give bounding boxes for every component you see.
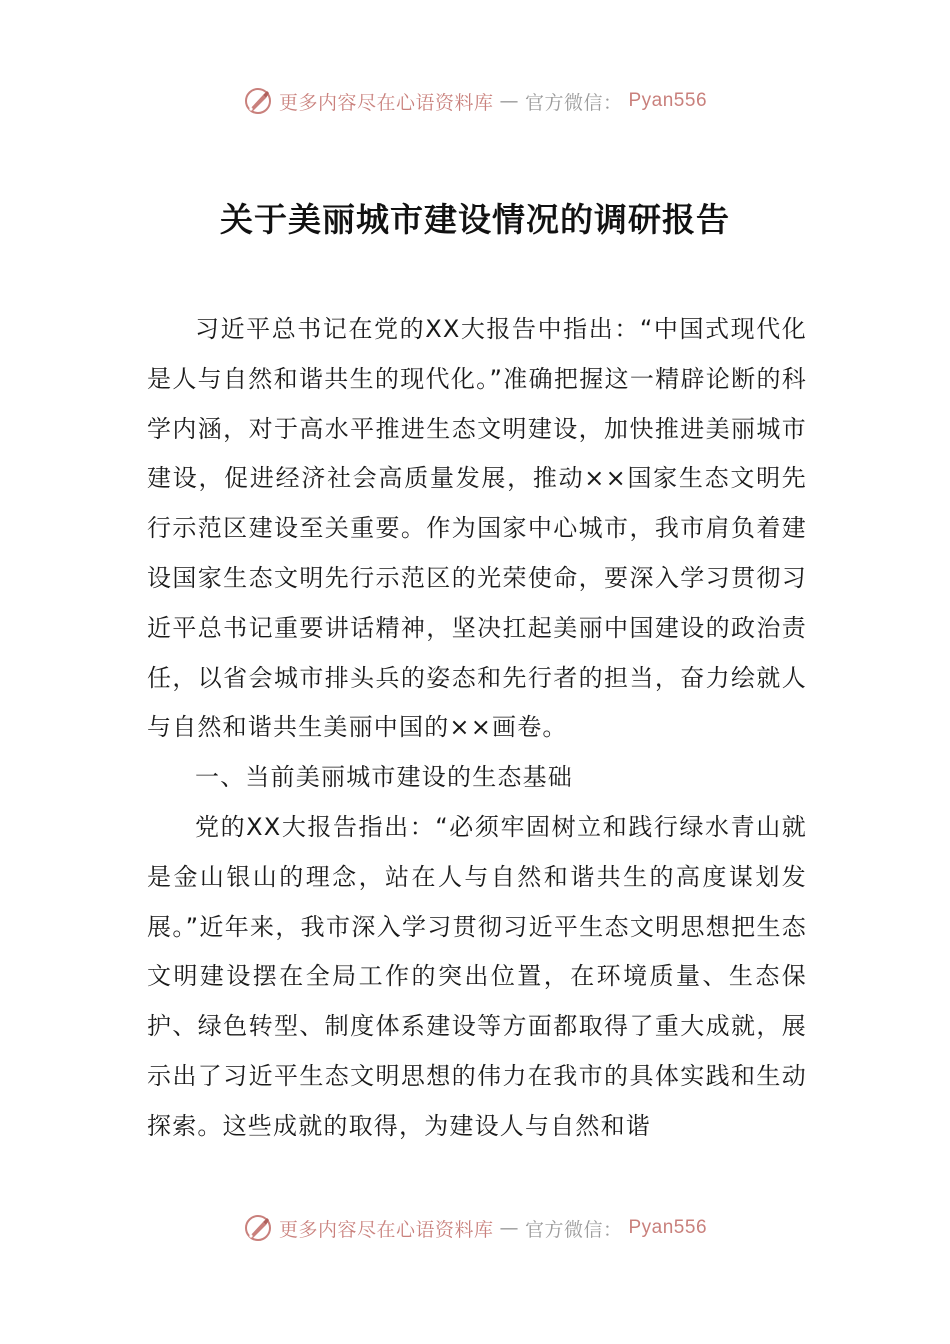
watermark-main-text: 更多内容尽在心语资料库	[278, 1218, 494, 1241]
header-watermark	[0, 86, 950, 116]
watermark-separator: —	[499, 1217, 519, 1239]
paragraph-intro: 习近平总书记在党的XX大报告中指出：“中国式现代化是人与自然和谐共生的现代化。”准确把握这一精辟论断的科学内涵，对于高水平推进生态文明建设，加快推进美丽城市建设，促进经济社会高质量发展，推动××国家生态文明先行示范区建设至关重要。作为国家中心城市，我市肩负着建设国家生态文明先行示范区的光荣使命，要深入学习贯彻习近平总书记重要讲话精神，坚决扛起美丽中国建设的政治责任，以省会城市排头兵的姿态和先行者的担当，奋力绘就人与自然和谐共生美丽中国的××画卷。	[147, 315, 807, 742]
pen-nib-circle-icon	[243, 86, 273, 116]
pen-nib-circle-icon	[243, 1213, 273, 1243]
section-heading-1: 一、当前美丽城市建设的生态基础	[195, 763, 573, 792]
watermark-contact-label: 官方微信：	[524, 91, 623, 114]
watermark-separator: —	[499, 90, 519, 112]
watermark-main-text: 更多内容尽在心语资料库	[278, 91, 494, 114]
footer-watermark	[0, 1213, 950, 1243]
document-body	[147, 305, 807, 1152]
watermark-contact-label: 官方微信：	[524, 1218, 623, 1241]
document-title: 关于美丽城市建设情况的调研报告	[220, 200, 730, 240]
paragraph-section-1: 党的XX大报告指出：“必须牢固树立和践行绿水青山就是金山银山的理念，站在人与自然和谐共生的高度谋划发展。”近年来，我市深入学习贯彻习近平生态文明思想把生态文明建设摆在全局工作的突出位置，在环境质量、生态保护、绿色转型、制度体系建设等方面都取得了重大成就，展示出了习近平生态文明思想的伟力在我市的具体实践和生动探索。这些成就的取得，为建设人与自然和谐	[147, 812, 807, 1140]
watermark-contact-id: Pyan556	[628, 1217, 708, 1238]
watermark-contact-id: Pyan556	[628, 90, 708, 111]
